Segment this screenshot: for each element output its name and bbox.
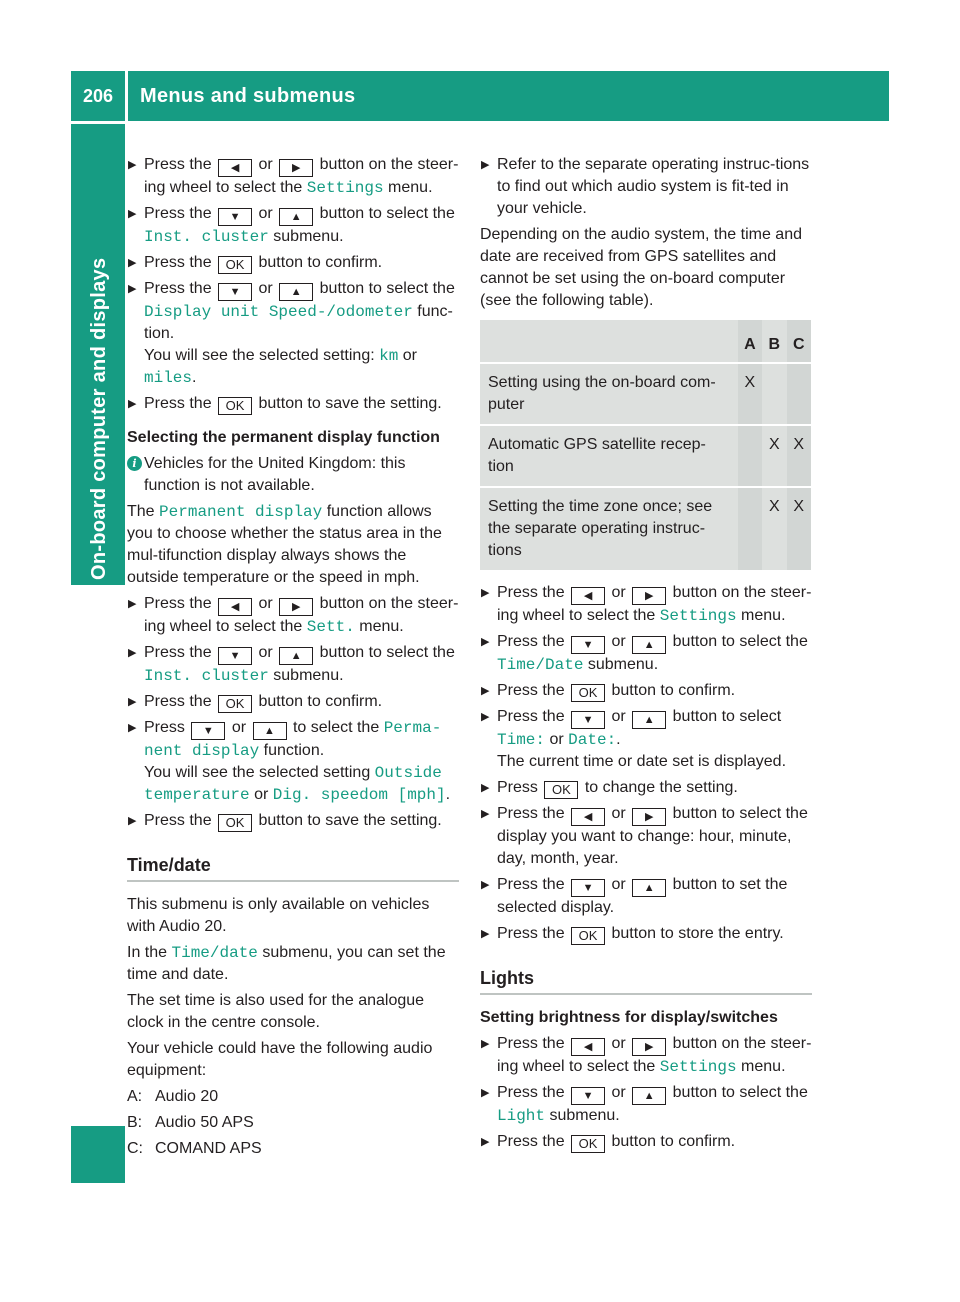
step-text: or — [611, 876, 626, 893]
step — [480, 777, 812, 799]
up-arrow-key-icon: ▲ — [632, 636, 666, 654]
step-text: button to select the — [319, 205, 455, 222]
step-text: or — [258, 595, 273, 612]
menu-name: Settings — [306, 179, 384, 197]
down-arrow-key-icon: ▼ — [218, 283, 252, 301]
step-text: or — [258, 644, 273, 661]
step-text: Press the — [497, 633, 565, 650]
step-text: submenu. — [273, 228, 344, 245]
step-text: button to confirm. — [611, 682, 736, 699]
step — [480, 706, 812, 773]
paragraph-text: function allows you to choose whether the status area in the mul-tifunction display always shows the outside temperature or the speed in mph. — [127, 503, 442, 586]
table-cell: Automatic GPS satellite recep-tion — [480, 426, 738, 486]
step-text: button on the steer-ing wheel to select the — [144, 595, 459, 635]
step-text: button to select the — [319, 280, 455, 297]
list-value: COMAND APS — [155, 1140, 262, 1157]
down-arrow-key-icon: ▼ — [218, 647, 252, 665]
step — [480, 874, 812, 919]
down-arrow-key-icon: ▼ — [571, 636, 605, 654]
page-number: 206 — [82, 86, 114, 106]
table-header: B — [762, 320, 786, 362]
table-cell: X — [738, 364, 762, 424]
left-arrow-key-icon: ◀ — [571, 1038, 605, 1056]
down-arrow-key-icon: ▼ — [571, 879, 605, 897]
ok-key-icon: OK — [571, 927, 605, 945]
setting-value: miles — [144, 369, 193, 387]
table-cell — [762, 364, 786, 424]
down-arrow-key-icon: ▼ — [218, 208, 252, 226]
step: ▶ Refer to the separate operating instruc-tions to find out which audio system is fit-ted in your vehicle. — [480, 154, 812, 220]
step-text: or — [258, 280, 273, 297]
paragraph: This submenu is only available on vehicles with Audio 20. — [127, 896, 430, 935]
setting-value: Dig. speedom [mph] — [272, 786, 446, 804]
up-arrow-key-icon: ▲ — [279, 208, 313, 226]
step-text: or — [611, 633, 626, 650]
list-key: B: — [127, 1114, 143, 1131]
table-header-row — [480, 320, 811, 362]
setting-value: km — [379, 347, 399, 365]
audio-system-table — [480, 318, 811, 572]
info-icon: i — [127, 456, 142, 471]
list-value: Audio 50 APS — [155, 1114, 254, 1131]
step — [127, 278, 459, 389]
step-text: Press the — [497, 805, 565, 822]
info-note — [127, 453, 459, 497]
step-text: You will see the selected setting: — [144, 347, 375, 364]
list-key: C: — [127, 1140, 143, 1157]
paragraph-text: submenu, you can set the time and date. — [127, 944, 446, 983]
ok-key-icon: OK — [218, 695, 252, 713]
list-value: Audio 20 — [155, 1088, 219, 1105]
step-text: button to save the setting. — [258, 812, 442, 829]
spacer — [127, 882, 459, 894]
right-column — [480, 154, 812, 1157]
ok-key-icon: OK — [218, 256, 252, 274]
step-text: button to select the — [672, 633, 808, 650]
up-arrow-key-icon: ▲ — [279, 647, 313, 665]
step-text: button to store the entry. — [611, 925, 784, 942]
side-marker — [71, 1126, 125, 1183]
list-key: A: — [127, 1088, 143, 1105]
step-text: or — [231, 719, 247, 736]
left-arrow-key-icon: ◀ — [571, 808, 605, 826]
step-text: Press the — [144, 693, 212, 710]
step — [127, 203, 459, 248]
table-cell: X — [762, 488, 786, 570]
ok-key-icon: OK — [544, 781, 578, 799]
table-cell — [738, 426, 762, 486]
step-text: menu. — [359, 618, 404, 635]
step-text: button on the steer-ing wheel to select the — [497, 584, 812, 624]
table-cell: Setting using the on-board com-puter — [480, 364, 738, 424]
step-text: The current time or date set is displayed. — [497, 753, 787, 770]
step — [127, 642, 459, 687]
step-text: menu. — [741, 1058, 786, 1075]
table-row — [480, 488, 811, 570]
step-text: button to set the selected display. — [497, 876, 788, 916]
step-text: Press — [144, 719, 185, 736]
table-row — [480, 364, 811, 424]
spacer — [480, 995, 812, 1007]
step — [480, 680, 812, 702]
step-text: Press the — [144, 644, 212, 661]
step — [480, 582, 812, 627]
step — [127, 393, 459, 415]
menu-name: Display unit Speed-/odometer — [144, 303, 413, 321]
down-arrow-key-icon: ▼ — [571, 1087, 605, 1105]
step-text: Press the — [144, 595, 212, 612]
step-text: or — [611, 584, 626, 601]
up-arrow-key-icon: ▲ — [253, 722, 287, 740]
right-arrow-key-icon: ▶ — [632, 587, 666, 605]
up-arrow-key-icon: ▲ — [632, 879, 666, 897]
step — [127, 810, 459, 832]
step-text: Press the — [497, 682, 565, 699]
step-text: to select the — [292, 719, 380, 736]
step-text: button to confirm. — [258, 254, 383, 271]
paragraph: The set time is also used for the analogue clock in the centre console. — [127, 992, 425, 1031]
step-text: or — [611, 708, 626, 725]
step-text: function. — [263, 742, 325, 759]
down-arrow-key-icon: ▼ — [191, 722, 225, 740]
list-item — [127, 1138, 459, 1160]
menu-name: Permanent display — [159, 503, 323, 521]
left-arrow-key-icon: ◀ — [218, 598, 252, 616]
menu-name: Inst. cluster — [144, 667, 269, 685]
step-text: button to save the setting. — [258, 395, 442, 412]
step-text: or — [258, 156, 273, 173]
left-arrow-key-icon: ◀ — [571, 587, 605, 605]
step-text: submenu. — [273, 667, 344, 684]
section-heading-lights: Lights — [480, 967, 812, 995]
up-arrow-key-icon: ▲ — [279, 283, 313, 301]
table-cell: X — [787, 426, 811, 486]
step — [127, 154, 459, 199]
step-text: Press the — [144, 395, 212, 412]
step-text: button to select the — [319, 644, 455, 661]
step — [127, 717, 459, 806]
step-text: button on the steer-ing wheel to select the — [144, 156, 459, 196]
side-tab-label: On-board computer and displays — [88, 257, 110, 580]
step-text: . — [192, 369, 197, 386]
step-text: or — [254, 786, 269, 803]
right-arrow-key-icon: ▶ — [632, 808, 666, 826]
step-text: or — [611, 805, 626, 822]
step-text: or — [258, 205, 273, 222]
menu-name: Sett. — [306, 618, 355, 636]
menu-name: Time/Date — [497, 656, 584, 674]
table-header: C — [787, 320, 811, 362]
step-text: button to confirm. — [611, 1133, 736, 1150]
step-text: func-tion. — [144, 303, 453, 342]
step — [127, 593, 459, 638]
menu-name: Date: — [568, 731, 617, 749]
step — [480, 1033, 812, 1078]
step-text: Press the — [497, 708, 565, 725]
menu-name: Settings — [659, 1058, 737, 1076]
step-text: Press the — [144, 156, 212, 173]
menu-name: Perma-nent display — [144, 719, 442, 760]
paragraph-text: In the — [127, 944, 168, 961]
step-text: . — [445, 786, 451, 803]
step-text: Press the — [144, 205, 212, 222]
table-cell — [787, 364, 811, 424]
up-arrow-key-icon: ▲ — [632, 1087, 666, 1105]
step — [127, 252, 459, 274]
info-text: Vehicles for the United Kingdom: this function is not available. — [144, 455, 406, 494]
menu-name: Light — [497, 1107, 546, 1125]
step-text: button on the steer-ing wheel to select the — [497, 1035, 812, 1075]
step-text: Press — [497, 779, 538, 796]
left-arrow-key-icon: ◀ — [218, 159, 252, 177]
step — [480, 631, 812, 676]
menu-name: Time/date — [171, 944, 258, 962]
paragraph: Your vehicle could have the following audio equipment: — [127, 1040, 433, 1079]
ok-key-icon: OK — [218, 397, 252, 415]
step — [480, 1131, 812, 1153]
step-text: . — [616, 731, 621, 748]
subsection-heading: Setting brightness for display/switches — [480, 1009, 778, 1026]
page-header — [71, 71, 889, 121]
step-text: Press the — [497, 1133, 565, 1150]
step-text: button to select the display you want to change: hour, minute, day, month, year. — [497, 805, 808, 867]
ok-key-icon: OK — [571, 1135, 605, 1153]
down-arrow-key-icon: ▼ — [571, 711, 605, 729]
header-divider — [125, 71, 128, 121]
table-cell: Setting the time zone once; see the separate operating instruc-tions — [480, 488, 738, 570]
table-header: A — [738, 320, 762, 362]
step-text: menu. — [741, 607, 786, 624]
step-text: Press the — [497, 584, 565, 601]
right-arrow-key-icon: ▶ — [279, 598, 313, 616]
step-text: menu. — [388, 179, 433, 196]
step-text: Press the — [497, 1035, 565, 1052]
step-text: You will see the selected setting — [144, 764, 371, 781]
paragraph-text: The — [127, 503, 155, 520]
paragraph — [127, 501, 459, 589]
step-text: Press the — [497, 876, 565, 893]
ok-key-icon: OK — [218, 814, 252, 832]
step-text: Press the — [497, 925, 565, 942]
step-text: or — [549, 731, 564, 748]
equipment-list — [127, 1086, 459, 1160]
step-text: or — [402, 347, 418, 364]
setting-value: Outside temperature — [144, 764, 442, 804]
right-arrow-key-icon: ▶ — [632, 1038, 666, 1056]
subsection-heading: Selecting the permanent display function — [127, 429, 440, 446]
step-text: Press the — [144, 812, 212, 829]
list-item — [127, 1086, 459, 1108]
table-header — [480, 320, 738, 362]
step-text: Press the — [144, 280, 212, 297]
step-text: to change the setting. — [584, 779, 738, 796]
table-cell: X — [787, 488, 811, 570]
menu-name: Time: — [497, 731, 546, 749]
list-item — [127, 1112, 459, 1134]
page-title: Menus and submenus — [140, 85, 356, 107]
step-text: submenu. — [587, 656, 659, 673]
table-cell — [738, 488, 762, 570]
step-text: or — [611, 1035, 626, 1052]
paragraph — [127, 942, 459, 986]
step-text: or — [611, 1084, 626, 1101]
step-text: Press the — [144, 254, 212, 271]
paragraph: Depending on the audio system, the time and date are received from GPS satellites and cannot be set using the on-board computer (see the following table). — [480, 226, 802, 309]
step-text: button to select the — [672, 1084, 808, 1101]
menu-name: Settings — [659, 607, 737, 625]
table-cell: X — [762, 426, 786, 486]
menu-name: Inst. cluster — [144, 228, 269, 246]
section-heading-time-date: Time/date — [127, 854, 459, 882]
right-arrow-key-icon: ▶ — [279, 159, 313, 177]
step — [480, 803, 812, 870]
left-column — [127, 154, 459, 1164]
table-row — [480, 426, 811, 486]
up-arrow-key-icon: ▲ — [632, 711, 666, 729]
step-text: button to confirm. — [258, 693, 383, 710]
ok-key-icon: OK — [571, 684, 605, 702]
step-text: Press the — [497, 1084, 565, 1101]
step-text: submenu. — [549, 1107, 620, 1124]
step — [480, 1082, 812, 1127]
step-text: button to select — [672, 708, 782, 725]
step — [480, 923, 812, 945]
step — [127, 691, 459, 713]
